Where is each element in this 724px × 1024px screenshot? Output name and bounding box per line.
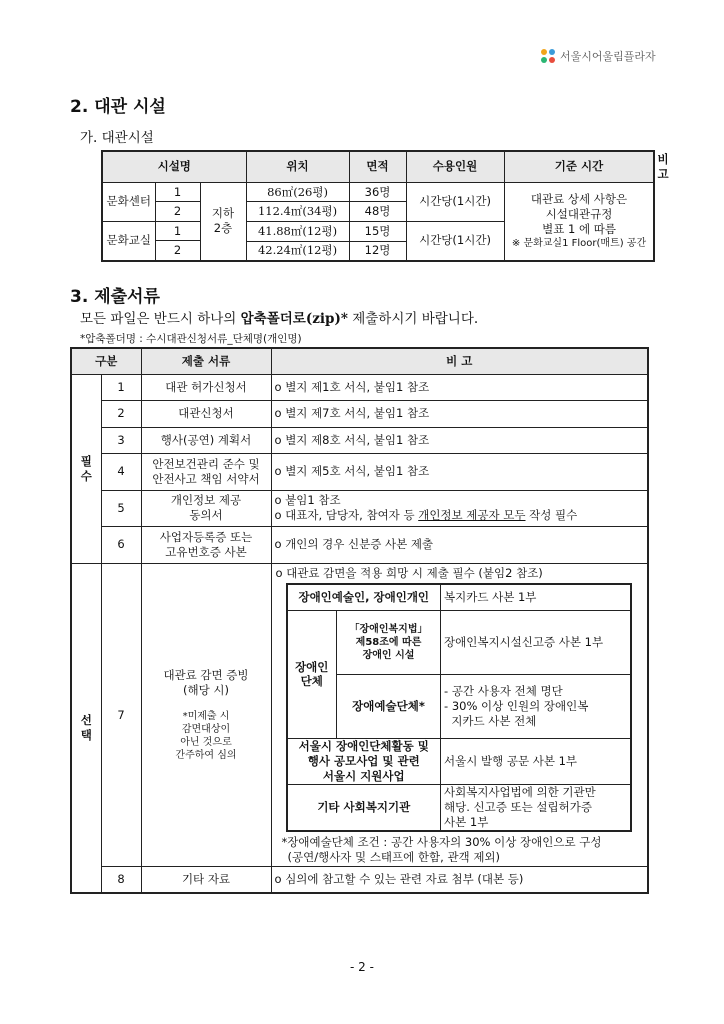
area-cell: 86㎡(26평) <box>246 182 349 202</box>
doc-name: 행사(공연) 계획서 <box>141 427 271 453</box>
capacity-cell: 36명 <box>349 182 406 202</box>
col-document: 제출 서류 <box>141 348 271 374</box>
row-no: 2 <box>101 400 141 427</box>
capacity-cell: 12명 <box>349 241 406 261</box>
doc-note: o 별지 제7호 서식, 붙임1 참조 <box>271 400 648 427</box>
doc-name: 안전보건관리 준수 및 안전사고 책임 서약서 <box>141 453 271 490</box>
discount-footnote: *장애예술단체 조건 : 공간 사용자의 30% 이상 장애인으로 구성 (공연/행사자 및 스태프에 한함, 관객 제외) <box>281 834 602 864</box>
row-no: 5 <box>101 490 141 526</box>
row-no: 8 <box>101 867 141 893</box>
optional-label: 선 택 <box>71 563 101 893</box>
required-label: 필 수 <box>71 374 101 563</box>
doc-note: o 별지 제8호 서식, 붙임1 참조 <box>271 427 648 453</box>
row-no: 6 <box>101 526 141 563</box>
row-no: 7 <box>101 563 141 867</box>
doc-name: 기타 자료 <box>141 867 271 893</box>
doc-note: o 붙임1 참조 o 대표자, 담당자, 참여자 등 개인정보 제공자 모두 작성 필수 <box>271 490 648 526</box>
discount-inner-table: 장애인예술인, 장애인개인 복지카드 사본 1부 장애인 단체 「장애인복지법」 제58조에 따른 장애인 시설 장애인복지시설신고증 사본 1부 장애예술단체* - 공간 사용자 전체 명단 - 30% 이상 인원의 장애인복 지카드 사본 전체 서울시 장애인단체활동 및 행사 공모사업 및 관련 서울시 지원사업 서울시 발행 공문 사본 1부 기타 사회복지기관 사회복지사업법에 의한 기관만 해당. 신고증 또는 설립허가증 사본 1부 <box>286 583 632 831</box>
discount-notes <box>271 563 648 867</box>
section3-title: 3. 제출서류 <box>70 287 160 307</box>
doc-name: 대관 허가신청서 <box>141 374 271 400</box>
header-logo <box>541 48 656 64</box>
section2-subtitle: 가. 대관시설 <box>80 130 154 146</box>
capacity-cell: 48명 <box>349 202 406 222</box>
zip-note: *압축폴더명 : 수시대관신청서류_단체명(개인명) <box>80 333 302 345</box>
doc-note: o 개인의 경우 신분증 사본 제출 <box>271 526 648 563</box>
discount-top-note: o 대관료 감면을 적용 희망 시 제출 필수 (붙임2 참조) <box>275 565 543 580</box>
col-area: 면적 <box>349 151 406 182</box>
col-facility: 시설명 <box>102 151 246 182</box>
doc-name: 대관료 감면 증빙 (해당 시) *미제출 시 감면대상이 아닌 것으로 간주하여 심의 <box>141 563 271 867</box>
page-number: - 2 - <box>350 960 374 974</box>
section3-intro: 모든 파일은 반드시 하나의 압축폴더로(zip)* 제출하시기 바랍니다. <box>80 311 479 327</box>
section2-title: 2. 대관 시설 <box>70 97 166 117</box>
logo-mark-icon <box>541 49 555 63</box>
row-no: 1 <box>101 374 141 400</box>
doc-name: 개인정보 제공 동의서 <box>141 490 271 526</box>
area-cell: 41.88㎡(12평) <box>246 221 349 241</box>
note-cell: 대관료 상세 사항은 시설대관규정 별표 1 에 따름 ※ 문화교실1 Floor(매트) 공간 <box>504 182 654 261</box>
documents-table <box>70 347 649 894</box>
col-location: 위치 <box>246 151 349 182</box>
capacity-cell: 15명 <box>349 221 406 241</box>
area-cell: 42.24㎡(12평) <box>246 241 349 261</box>
time-cell: 시간당(1시간) <box>406 221 504 261</box>
doc-note: o 별지 제1호 서식, 붙임1 참조 <box>271 374 648 400</box>
doc-name: 대관신청서 <box>141 400 271 427</box>
col-time: 기준 시간 <box>504 151 654 182</box>
location-cell: 지하 2층 <box>200 182 246 261</box>
doc-note: o 심의에 참고할 수 있는 관련 자료 첨부 (대본 등) <box>271 867 648 893</box>
col-category: 구분 <box>71 348 141 374</box>
facility-name: 문화교실 1 2 <box>102 221 200 261</box>
logo-text: 서울시어울림플라자 <box>560 50 656 63</box>
row-no: 4 <box>101 453 141 490</box>
time-cell: 시간당(1시간) <box>406 182 504 221</box>
col-capacity: 수용인원 <box>406 151 504 182</box>
area-cell: 112.4㎡(34평) <box>246 202 349 222</box>
facility-table: 시설명 위치 면적 수용인원 기준 시간 비 고 문화센터 1 2 지하 2층 86㎡(26평) 36명 시간당(1시간) 대관료 상세 사항은 시설대관규정 별표 1 에 따름 ※ 문화교실1 Floor(매트) 공간 112.4㎡(34평) 48명 문화교실 1 2 41.88㎡(12평) 15명 시간당(1시간) 42.24㎡(12평) 12명 <box>101 150 655 262</box>
doc-name: 사업자등록증 또는 고유번호증 사본 <box>141 526 271 563</box>
doc-note: o 별지 제5호 서식, 붙임1 참조 <box>271 453 648 490</box>
row-no: 3 <box>101 427 141 453</box>
col-remarks: 비 고 <box>271 348 648 374</box>
facility-name: 문화센터 1 2 <box>102 182 200 221</box>
